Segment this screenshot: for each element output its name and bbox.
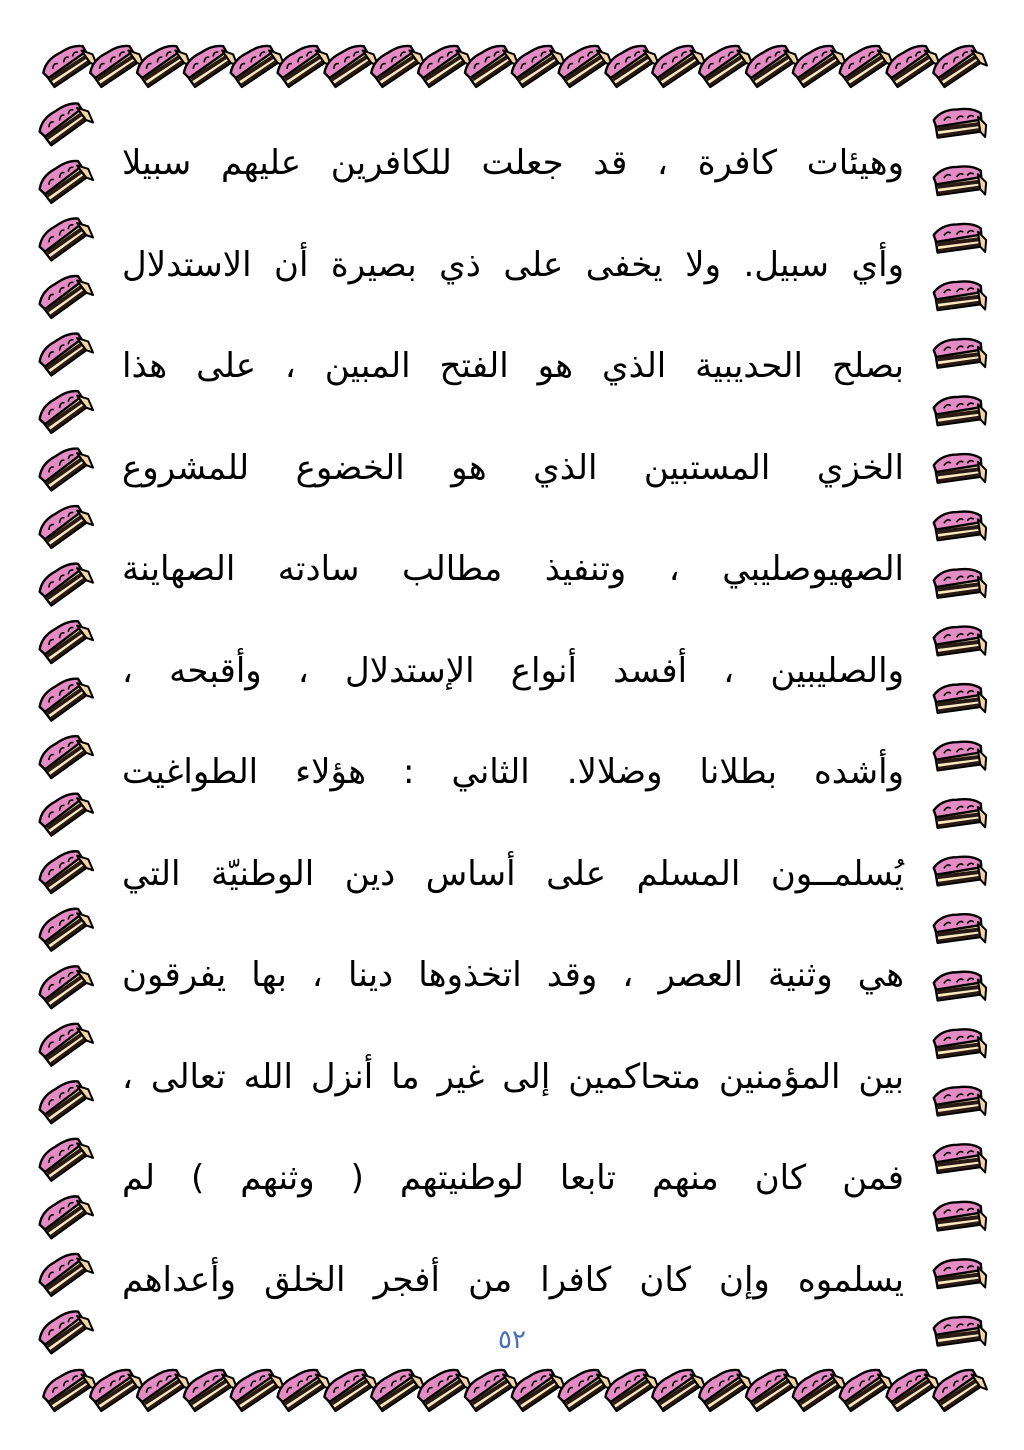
cake-slice-icon [930, 849, 991, 896]
cake-slice-icon [930, 274, 991, 321]
cake-slice-icon [930, 964, 991, 1011]
cake-slice-icon [35, 1135, 96, 1182]
cake-slice-icon [35, 732, 96, 779]
cake-slice-icon [461, 1367, 521, 1413]
cake-slice-icon [742, 43, 802, 89]
text-line: فمن كان منهم تابعا لوطنيتهم ( وثنهم ) لم [122, 1158, 904, 1198]
cake-slice-icon [930, 101, 991, 148]
cake-slice-icon [930, 791, 991, 838]
cake-slice-icon [133, 43, 193, 89]
text-line: الخزي المستبين الذي هو الخضوع للمشروع [122, 447, 904, 488]
text-line: بصلح الحديبية الذي هو الفتح المبين ، على هذا [122, 346, 904, 386]
cake-slice-icon [930, 159, 991, 206]
cake-slice-icon [930, 504, 991, 551]
cake-slice-icon [35, 502, 96, 549]
cake-slice-icon [508, 1367, 568, 1413]
cake-slice-icon [86, 1367, 146, 1413]
cake-slice-icon [180, 43, 240, 89]
cake-slice-icon [648, 43, 708, 89]
cake-slice-icon [930, 331, 991, 378]
text-line: وأي سبيل. ولا يخفى على ذي بصيرة أن الاستدلال [122, 244, 904, 285]
cake-slice-icon [35, 617, 96, 664]
cake-slice-icon [35, 963, 96, 1010]
text-line: الصهيوصليبي ، وتنفيذ مطالب سادته الصهاينة [122, 549, 904, 589]
text-line: يسلموه وإن كان كافرا من أفجر الخلق وأعداهم [122, 1259, 904, 1300]
cake-slice-icon [930, 216, 991, 263]
cake-slice-icon [35, 905, 96, 952]
cake-slice-icon [35, 157, 96, 204]
cake-slice-icon [789, 43, 849, 89]
cake-slice-icon [930, 1022, 991, 1069]
cake-slice-icon [35, 1308, 96, 1355]
cake-slice-icon [35, 215, 96, 262]
cake-slice-icon [695, 1367, 755, 1413]
cake-slice-icon [836, 1367, 896, 1413]
cake-slice-icon [35, 387, 96, 434]
cake-slice-icon [320, 43, 380, 89]
cake-slice-icon [930, 619, 991, 666]
cake-slice-icon [35, 272, 96, 319]
cake-slice-icon [227, 43, 287, 89]
cake-slice-icon [35, 848, 96, 895]
cake-slice-icon [35, 100, 96, 147]
cake-slice-icon [35, 1193, 96, 1240]
cake-slice-icon [930, 1309, 991, 1356]
cake-slice-icon [35, 1250, 96, 1297]
body-text [122, 118, 904, 1333]
cake-slice-icon [274, 1367, 334, 1413]
page-number: ٥٢ [498, 1325, 526, 1355]
cake-slice-icon [930, 1194, 991, 1241]
cake-slice-icon [35, 330, 96, 377]
cake-slice-icon [133, 1367, 193, 1413]
cake-slice-icon [320, 1367, 380, 1413]
cake-slice-icon [930, 1137, 991, 1184]
text-line: هي وثنية العصر ، وقد اتخذوها دينا ، بها يفرقون [122, 955, 904, 995]
text-line: وأشده بطلانا وضلالا. الثاني : هؤلاء الطواغيت [122, 752, 904, 792]
cake-slice-icon [930, 734, 991, 781]
cake-slice-icon [35, 1078, 96, 1125]
cake-slice-icon [414, 43, 474, 89]
cake-slice-icon [930, 676, 991, 723]
text-line: بين المؤمنين متحاكمين إلى غير ما أنزل الله تعالى ، [122, 1056, 904, 1097]
text-line: يُسلمــون المسلم على أساس دين الوطنيّة التي [122, 853, 904, 894]
cake-slice-icon [929, 43, 989, 89]
cake-slice-icon [508, 43, 568, 89]
cake-slice-icon [35, 790, 96, 837]
cake-slice-icon [555, 1367, 615, 1413]
cake-slice-icon [930, 389, 991, 436]
cake-slice-icon [367, 43, 427, 89]
cake-slice-icon [39, 43, 99, 89]
cake-slice-icon [789, 1367, 849, 1413]
cake-slice-icon [930, 561, 991, 608]
cake-slice-icon [35, 1020, 96, 1067]
cake-slice-icon [930, 1252, 991, 1299]
cake-slice-icon [648, 1367, 708, 1413]
cake-slice-icon [882, 43, 942, 89]
cake-slice-icon [180, 1367, 240, 1413]
cake-slice-icon [601, 43, 661, 89]
cake-slice-icon [367, 1367, 427, 1413]
cake-slice-icon [227, 1367, 287, 1413]
cake-slice-icon [35, 560, 96, 607]
cake-slice-icon [35, 675, 96, 722]
cake-slice-icon [929, 1367, 989, 1413]
text-line: والصليبين ، أفسد أنواع الإستدلال ، وأقبحه ، [122, 650, 904, 691]
cake-slice-icon [695, 43, 755, 89]
cake-slice-icon [35, 445, 96, 492]
cake-slice-icon [601, 1367, 661, 1413]
cake-slice-icon [742, 1367, 802, 1413]
text-line: وهيئات كافرة ، قد جعلت للكافرين عليهم سبيلا [122, 143, 904, 183]
cake-slice-icon [882, 1367, 942, 1413]
cake-slice-icon [930, 446, 991, 493]
cake-slice-icon [930, 907, 991, 954]
cake-slice-icon [555, 43, 615, 89]
cake-slice-icon [461, 43, 521, 89]
cake-slice-icon [836, 43, 896, 89]
cake-slice-icon [274, 43, 334, 89]
cake-slice-icon [414, 1367, 474, 1413]
cake-slice-icon [39, 1367, 99, 1413]
cake-slice-icon [930, 1079, 991, 1126]
cake-slice-icon [86, 43, 146, 89]
